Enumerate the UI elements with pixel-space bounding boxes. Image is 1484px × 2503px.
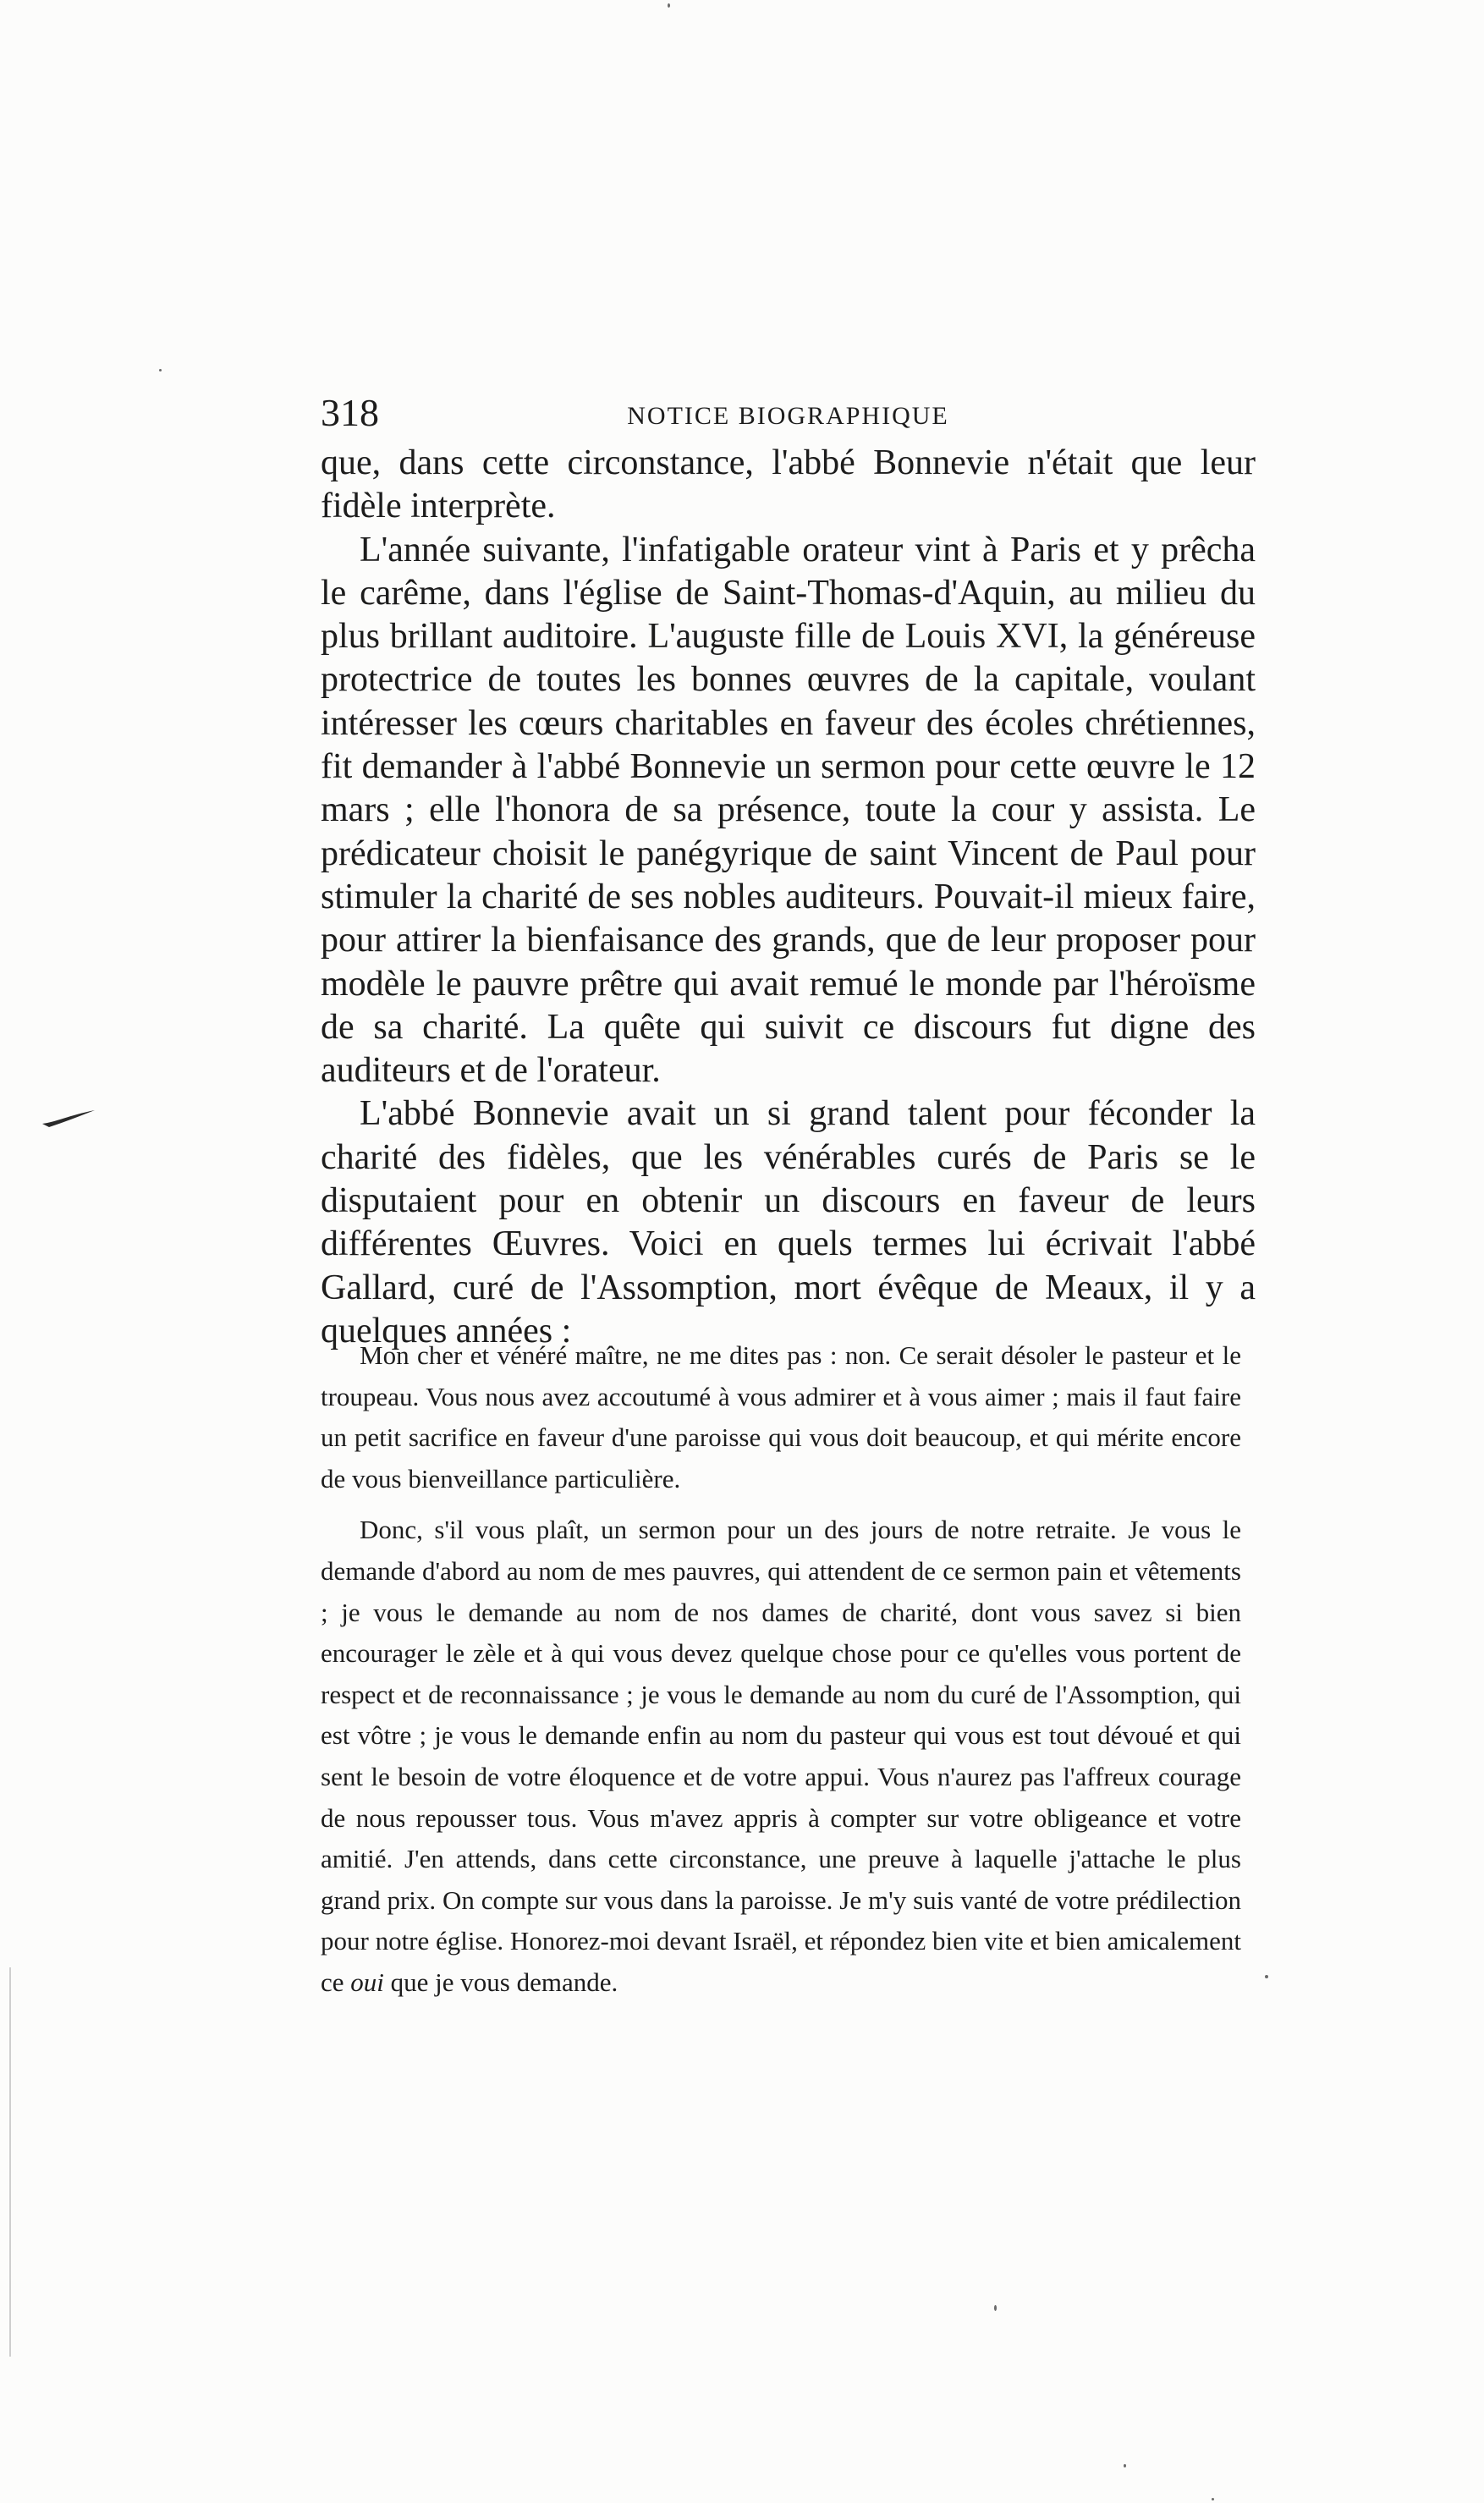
emphasized-word: oui [350, 1967, 384, 1997]
page-header [321, 388, 1256, 438]
letter-paragraph: Mon cher et vénéré maître, ne me dites pas : non. Ce serait désoler le pasteur et le troupeau. Vous nous avez accoutumé à vous admirer et à vous aimer ; mais il faut faire un petit sacrifice en faveur d'une paroisse qui vous doit beaucoup, et qui mérite encore de vous bienveillance particulière. [321, 1340, 1241, 1494]
paragraph-careme: L'année suivante, l'infatigable orateur vint à Paris et y prêcha le carême, dans l'église de Saint-Thomas-d'Aquin, au milieu du plus brillant auditoire. L'auguste fille de Louis XVI, la généreuse protectrice de toutes les bonnes œuvres de la capitale, voulant intéresser les cœurs charitables en faveur des écoles chrétiennes, fit demander à l'abbé Bonnevie un sermon pour cette œuvre le 12 mars ; elle l'honora de sa présence, toute la cour y assista. Le prédicateur choisit le panégyrique de saint Vincent de Paul pour stimuler la charité de ses nobles auditeurs. Pouvait-il mieux faire, pour attirer la bienfaisance des grands, que de leur proposer pour modèle le pauvre prêtre qui avait remué le monde par l'héroïsme de sa charité. La quête qui suivit ce discours fut digne des auditeurs et de l'orateur. [321, 530, 1256, 1091]
running-title: NOTICE BIOGRAPHIQUE [627, 402, 949, 430]
speck [1212, 2498, 1214, 2500]
paragraph-continuation: que, dans cette circonstance, l'abbé Bonnevie n'était que leur fidèle interprète. [321, 443, 1256, 526]
page-number: 318 [321, 391, 379, 434]
paragraph-charite: L'abbé Bonnevie avait un si grand talent pour féconder la charité des fidèles, que les vénérables curés de Paris se le disputaient pour en obtenir un discours en faveur de leurs différentes Œuvres. Voici en quels termes lui écrivait l'abbé Gallard, curé de l'Assomption, mort évêque de Meaux, il y a quelques années : [321, 1094, 1256, 1351]
speck [994, 2305, 997, 2311]
speck [1124, 2464, 1126, 2467]
scan-edge-line [9, 1967, 11, 2357]
speck [159, 369, 162, 371]
speck [668, 3, 670, 8]
margin-mark [41, 1108, 96, 1129]
main-text [321, 442, 1256, 1353]
letter-text-end: que je vous demande. [383, 1967, 618, 1997]
letter-text: Donc, s'il vous plaît, un sermon pour un des jours de notre retraite. Je vous le demande d'abord au nom de mes pauvres, qui attendent de ce sermon pain et vêtements ; je vous le demande au nom de nos dames de charité, dont vous savez si bien encourager le zèle et à qui vous devez quelque chose pour ce qu'elles vous portent de respect et de reconnaissance ; je vous le demande au nom du curé de l'Assomption, qui est vôtre ; je vous le demande enfin au nom du pasteur qui vous est tout dévoué et qui sent le besoin de votre éloquence et de votre appui. Vous n'aurez pas l'affreux courage de nous repousser tous. Vous m'avez appris à compter sur votre obligeance et votre amitié. J'en attends, dans cette circonstance, une preuve à laquelle j'attache le plus grand prix. On compte sur vous dans la paroisse. Je m'y suis vanté de votre prédilection pour notre église. Honorez-moi devant Israël, et répondez bien vite et bien amicalement ce [321, 1515, 1242, 1997]
quoted-letter [321, 1335, 1241, 2004]
speck [1265, 1975, 1268, 1978]
letter-paragraph [321, 1510, 1241, 2003]
